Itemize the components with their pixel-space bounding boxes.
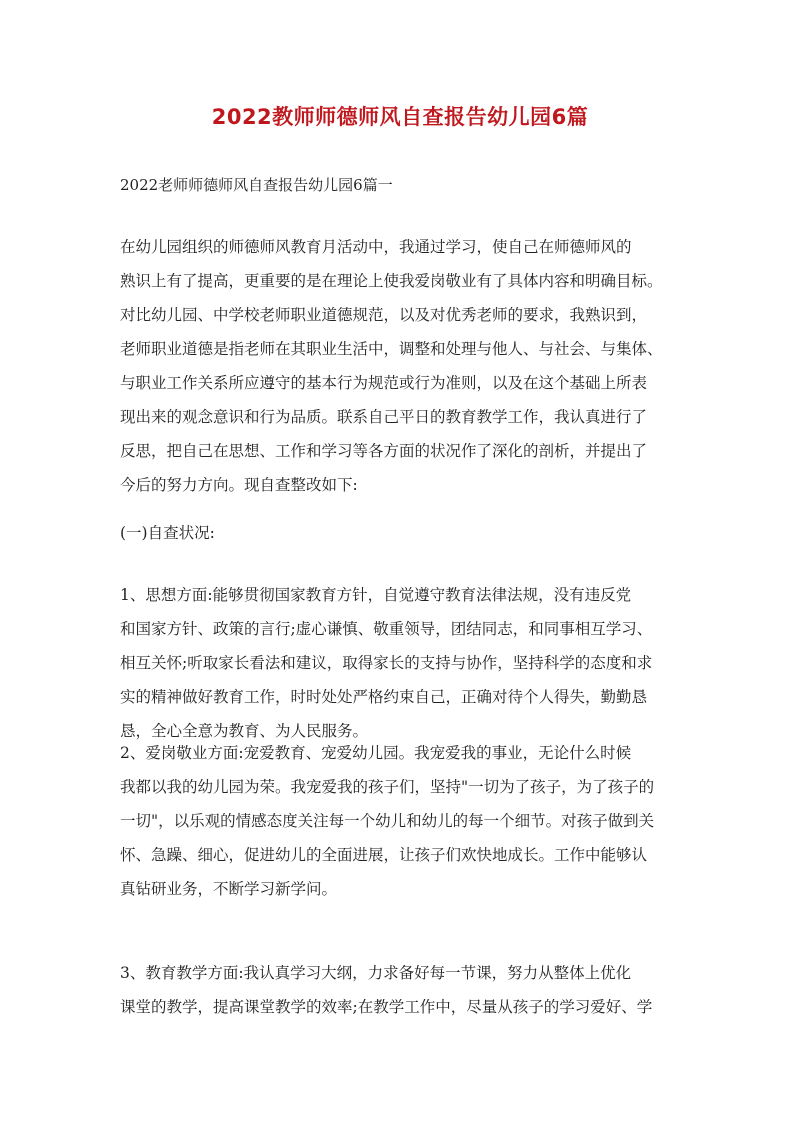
paragraph-line: 怀、急躁、细心，促进幼儿的全面进展，让孩子们欢快地成长。工作中能够认 (120, 846, 648, 864)
paragraph-line: 真钻研业务，不断学习新学问。 (120, 880, 338, 898)
paragraph-line: 在幼儿园组织的师德师风教育月活动中，我通过学习，使自己在师德师风的 (120, 238, 632, 256)
intro-paragraph (120, 230, 690, 502)
paragraph-line: 我都以我的幼儿园为荣。我宠爱我的孩子们，坚持"一切为了孩子，为了孩子的 (120, 778, 655, 796)
paragraph-line: 相互关怀;听取家长看法和建议，取得家长的支持与协作，坚持科学的态度和求 (120, 654, 653, 672)
paragraph-line: 对比幼儿园、中学校老师职业道德规范，以及对优秀老师的要求，我熟识到， (120, 306, 648, 324)
section-heading: 2022老师师德师风自查报告幼儿园6篇一 (120, 176, 393, 194)
paragraph-line: 与职业工作关系所应遵守的基本行为规范或行为准则，以及在这个基础上所表 (120, 374, 648, 392)
paragraph-line: 熟识上有了提高，更重要的是在理论上使我爱岗敬业有了具体内容和明确目标。 (120, 272, 663, 290)
paragraph-line: 反思，把自己在思想、工作和学习等各方面的状况作了深化的剖析，并提出了 (120, 442, 648, 460)
paragraph-line: 实的精神做好教育工作，时时处处严格约束自己，正确对待个人得失，勤勤恳 (120, 688, 648, 706)
paragraph-line: 1、思想方面:能够贯彻国家教育方针，自觉遵守教育法律法规，没有违反党 (120, 586, 632, 604)
self-check-heading-paragraph (120, 516, 690, 550)
paragraph-line: 课堂的教学，提高课堂教学的效率;在教学工作中，尽量从孩子的学习爱好、学 (120, 998, 653, 1016)
document-title: 2022教师师德师风自查报告幼儿园6篇 (211, 105, 589, 129)
paragraph-line: 2、爱岗敬业方面:宠爱教育、宠爱幼儿园。我宠爱我的事业，无论什么时候 (120, 744, 632, 762)
paragraph-line: 恳，全心全意为教育、为人民服务。 (120, 722, 369, 740)
thought-paragraph (120, 578, 690, 748)
teaching-paragraph (120, 956, 690, 1024)
paragraph-line: 一切"，以乐观的情感态度关注每一个幼儿和幼儿的每一个细节。对孩子做到关 (120, 812, 655, 830)
subsection-heading: (一)自查状况: (120, 524, 215, 542)
paragraph-line: 今后的努力方向。现自查整改如下: (120, 476, 358, 494)
paragraph-line: 和国家方针、政策的言行;虚心谦慎、敬重领导，团结同志，和同事相互学习、 (120, 620, 653, 638)
paragraph-line: 现出来的观念意识和行为品质。联系自己平日的教育教学工作，我认真进行了 (120, 408, 648, 426)
dedication-paragraph (120, 736, 690, 906)
paragraph-line: 3、教育教学方面:我认真学习大纲，力求备好每一节课，努力从整体上优化 (120, 964, 632, 982)
paragraph-line: 老师职业道德是指老师在其职业生活中，调整和处理与他人、与社会、与集体、 (120, 340, 663, 358)
